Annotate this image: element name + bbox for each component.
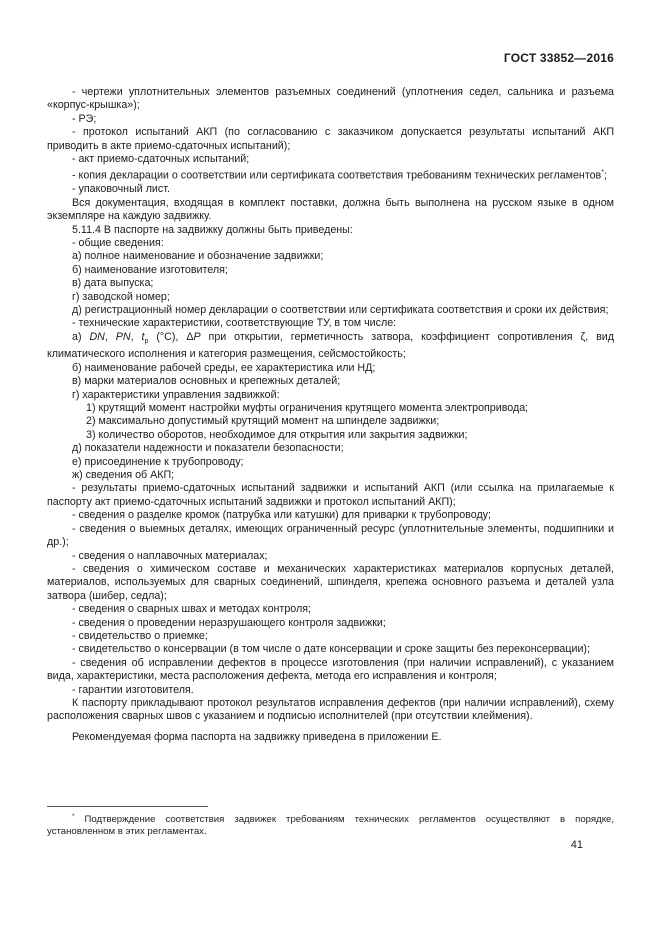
paragraph: - сведения об исправлении дефектов в процессе изготовления (при наличии исправлений), с указанием вида, характеристики, места расположения дефекта, метода его исправления и контроля;: [47, 656, 614, 683]
footnote-text: [47, 811, 614, 838]
paragraph: - протокол испытаний АКП (по согласованию с заказчиком допускается результаты испытаний АКП приводить в акте приемо-сдаточных испытаний);: [47, 126, 614, 152]
paragraph: д) показатели надежности и показатели безопасности;: [72, 442, 344, 455]
paragraph: 5.11.4 В паспорте на задвижку должны быть приведены:: [72, 223, 353, 236]
footnote-marker: *: [72, 813, 75, 820]
paragraph: - сведения о сварных швах и методах контроля;: [72, 603, 311, 616]
paragraph: Рекомендуемая форма паспорта на задвижку приведена в приложении Е.: [72, 730, 442, 743]
paragraph: в) дата выпуска;: [72, 277, 154, 290]
paragraph: К паспорту прикладывают протокол результатов исправления дефектов (при наличии исправлений), схему расположения сварных швов с указанием и подписью исполнителей (при отсутствии клеймения).: [47, 696, 614, 723]
paragraph: - РЭ;: [72, 112, 97, 125]
paragraph: - сведения о химическом составе и механических характеристиках материалов корпусных деталей, материалов, используемых для сварных соединений, шпинделя, крепежа основного разъема и деталей узла затвора (шибер, седла);: [47, 562, 614, 602]
paragraph: - общие сведения:: [72, 237, 164, 250]
paragraph: е) присоединение к трубопроводу;: [72, 455, 244, 468]
paragraph: - результаты приемо-сдаточных испытаний задвижки и испытаний АКП (или ссылка на прилагаемые к паспорту акт приемо-сдаточных испытаний задвижки и протокол испытаний АКП);: [47, 482, 614, 508]
footnote-body: Подтверждение соответствия задвижек требованиям технических регламентов осуществляют в порядке, установленном в этих регламентах.: [47, 814, 614, 838]
paragraph: в) марки материалов основных и крепежных деталей;: [72, 375, 341, 388]
paragraph: - сведения о выемных деталях, имеющих ограниченный ресурс (уплотнительные элементы, подшипники и др.);: [47, 522, 614, 549]
paragraph: - свидетельство о консервации (в том числе о дате консервации и сроке защиты без переконсервации);: [72, 643, 590, 656]
footnote-divider: [47, 806, 208, 807]
standard-number: ГОСТ 33852—2016: [503, 51, 614, 65]
paragraph: 3) количество оборотов, необходимое для открытия или закрытия задвижки;: [86, 428, 468, 441]
paragraph: - копия декларации о соответствии или сертификата соответствия требованиям технических регламентов*;: [72, 169, 607, 182]
paragraph: б) наименование изготовителя;: [72, 263, 228, 276]
paragraph: б) наименование рабочей среды, ее характеристика или НД;: [72, 361, 376, 374]
paragraph: - сведения о разделке кромок (патрубка или катушки) для приварки к трубопроводу;: [72, 509, 491, 522]
paragraph: - акт приемо-сдаточных испытаний;: [72, 153, 250, 166]
paragraph: - технические характеристики, соответствующие ТУ, в том числе:: [72, 317, 397, 330]
paragraph: 2) максимально допустимый крутящий момент на шпинделе задвижки;: [86, 415, 440, 428]
paragraph: 1) крутящий момент настройки муфты ограничения крутящего момента электропривода;: [86, 402, 529, 415]
paragraph: - чертежи уплотнительных элементов разъемных соединений (уплотнения седел, сальника и разъема «корпус-крышка»);: [47, 86, 614, 112]
footnote: [47, 806, 614, 838]
document-body: [47, 86, 614, 744]
paragraph: а) полное наименование и обозначение задвижки;: [72, 250, 324, 263]
paragraph: д) регистрационный номер декларации о соответствии или сертификата соответствия и сроки их действия;: [72, 304, 609, 317]
paragraph: г) характеристики управления задвижкой:: [72, 388, 280, 401]
paragraph: - сведения о проведении неразрушающего контроля задвижки;: [72, 616, 386, 629]
page-number: 41: [570, 839, 583, 851]
paragraph: - сведения о наплавочных материалах;: [72, 549, 268, 562]
paragraph: - свидетельство о приемке;: [72, 629, 208, 642]
paragraph: а) DN, PN, $t_р$ (°С), ΔР при открытии, герметичность затвора, коэффициент сопротивления ζ, вид климатического исполнения и категория размещения, сейсмостойкость;: [47, 330, 614, 361]
paragraph: ж) сведения об АКП;: [72, 469, 175, 482]
paragraph: - гарантии изготовителя.: [72, 683, 194, 696]
paragraph: - упаковочный лист.: [72, 183, 170, 196]
paragraph: г) заводской номер;: [72, 290, 170, 303]
paragraph: Вся документация, входящая в комплект поставки, должна быть выполнена на русском языке в одном экземпляре на каждую задвижку.: [47, 196, 614, 223]
